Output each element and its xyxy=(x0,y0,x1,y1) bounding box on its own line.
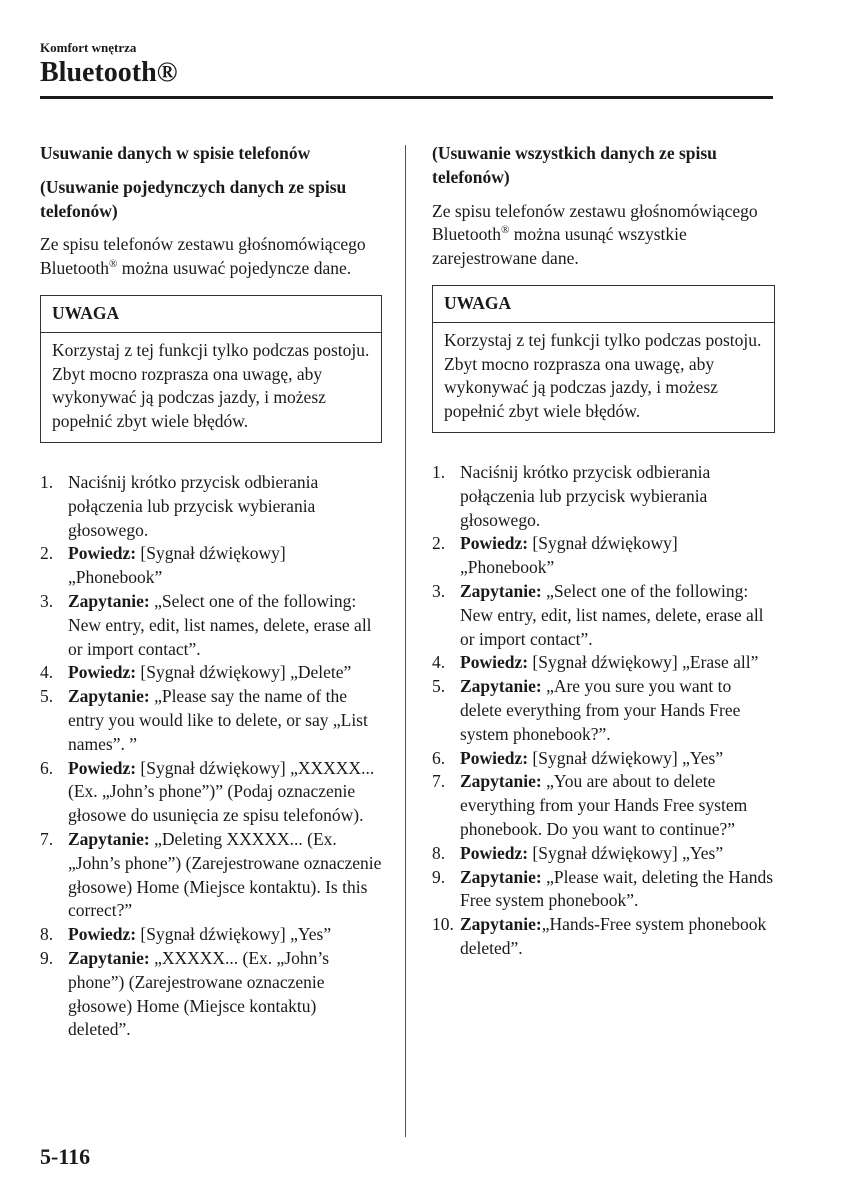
step-label: Powiedz: xyxy=(68,757,137,778)
step-label: Zapytanie: xyxy=(460,676,542,697)
step-number: 6. xyxy=(432,747,446,768)
step-body: [Sygnał dźwiękowy] „Erase all” xyxy=(528,652,759,673)
step-text xyxy=(68,947,382,1042)
left-intro-part-b: można usuwać pojedyncze dane. xyxy=(117,258,352,279)
column-divider xyxy=(405,145,406,1137)
list-item xyxy=(40,542,382,590)
step-body: „Hands-Free system phonebook deleted”. xyxy=(460,914,767,958)
step-body: [Sygnał dźwiękowy] „Phonebook” xyxy=(68,543,286,588)
step-body: Naciśnij krótko przycisk odbierania połączenia lub przycisk wybierania głosowego. xyxy=(460,461,711,530)
step-label: Powiedz: xyxy=(460,842,529,863)
right-intro-part-b: można usunąć wszystkie zarejestrowane dane. xyxy=(432,224,687,269)
step-body: Naciśnij krótko przycisk odbierania połączenia lub przycisk wybierania głosowego. xyxy=(68,471,319,540)
right-warning-title: UWAGA xyxy=(433,286,774,323)
step-number: 1. xyxy=(40,471,54,492)
step-body: „Please say the name of the entry you would like to delete, or say „List names”. ” xyxy=(68,686,368,754)
step-number: 8. xyxy=(40,924,54,945)
step-body: „Please wait, deleting the Hands Free system phonebook”. xyxy=(460,866,774,911)
list-item xyxy=(40,590,382,661)
step-body: „Are you sure you want to delete everything from your Hands Free system phonebook?”. xyxy=(460,676,741,744)
step-body: „XXXXX... (Ex. „John’s phone”) (Zarejestrowane oznaczenie głosowe) Home (Miejsce kontaktu) deleted”. xyxy=(68,947,330,1040)
left-steps-list xyxy=(40,471,382,1042)
step-label: Zapytanie: xyxy=(68,828,150,849)
step-label: Powiedz: xyxy=(460,747,529,768)
step-number: 4. xyxy=(432,652,446,673)
right-warning-box xyxy=(432,285,775,433)
step-label: Zapytanie: xyxy=(460,914,542,935)
step-number: 5. xyxy=(40,686,54,707)
step-body: [Sygnał dźwiękowy] „XXXXX... (Ex. „John’s phone”)” (Podaj oznaczenie głosowe do usunięcia ze spisu telefonów). xyxy=(68,757,375,826)
section-label: Komfort wnętrza xyxy=(40,40,137,55)
step-number: 2. xyxy=(40,543,54,564)
list-item xyxy=(432,842,775,866)
list-item xyxy=(40,757,382,828)
step-label: Powiedz: xyxy=(68,924,137,945)
left-intro xyxy=(40,233,382,281)
step-text xyxy=(460,651,775,675)
step-text xyxy=(68,923,382,947)
step-text xyxy=(460,580,775,651)
list-item xyxy=(432,770,775,841)
step-number: 7. xyxy=(40,828,54,849)
step-number: 10. xyxy=(432,914,454,935)
list-item xyxy=(432,913,775,961)
step-text xyxy=(460,747,775,771)
page-number: 5-116 xyxy=(40,1144,91,1169)
step-number: 9. xyxy=(40,947,54,968)
step-number: 3. xyxy=(432,580,446,601)
step-label: Powiedz: xyxy=(460,533,529,554)
title-divider xyxy=(40,96,773,99)
list-item xyxy=(40,947,382,1042)
step-number: 3. xyxy=(40,590,54,611)
list-item xyxy=(40,923,382,947)
left-intro-part-a: Ze spisu telefonów zestawu głośnomówiącego Bluetooth xyxy=(40,234,366,279)
step-text xyxy=(460,866,775,914)
step-body: „Deleting XXXXX... (Ex. „John’s phone”) (Zarejestrowane oznaczenie głosowe) Home (Miejsce kontaktu). Is this correct?” xyxy=(68,828,382,921)
step-label: Zapytanie: xyxy=(68,590,150,611)
right-heading: (Usuwanie wszystkich danych ze spisu telefonów) xyxy=(432,143,717,187)
step-label: Powiedz: xyxy=(460,652,529,673)
step-text xyxy=(460,461,775,532)
right-intro xyxy=(432,200,775,271)
step-number: 6. xyxy=(40,757,54,778)
list-item xyxy=(432,580,775,651)
step-label: Zapytanie: xyxy=(460,866,542,887)
step-label: Zapytanie: xyxy=(460,580,542,601)
right-intro-part-a: Ze spisu telefonów zestawu głośnomówiącego Bluetooth xyxy=(432,200,758,245)
step-label: Zapytanie: xyxy=(68,947,150,968)
step-number: 2. xyxy=(432,533,446,554)
left-warning-title: UWAGA xyxy=(41,296,381,333)
step-body: „You are about to delete everything from your Hands Free system phonebook. Do you want to continue?” xyxy=(460,771,748,839)
list-item xyxy=(40,471,382,542)
step-text xyxy=(460,532,775,580)
step-text xyxy=(68,471,382,542)
right-column xyxy=(432,142,775,961)
step-body: „Select one of the following: New entry, edit, list names, delete, erase all or import contact”. xyxy=(460,580,764,649)
step-text xyxy=(68,828,382,923)
left-warning-box xyxy=(40,295,382,443)
list-item xyxy=(432,747,775,771)
left-subheading: (Usuwanie pojedynczych danych ze spisu telefonów) xyxy=(40,176,347,221)
step-number: 8. xyxy=(432,842,446,863)
step-text xyxy=(460,842,775,866)
step-text xyxy=(68,757,382,828)
step-text xyxy=(68,685,382,756)
step-body: „Select one of the following: New entry, edit, list names, delete, erase all or import contact”. xyxy=(68,590,372,659)
step-number: 9. xyxy=(432,866,446,887)
step-number: 4. xyxy=(40,662,54,683)
step-number: 1. xyxy=(432,461,446,482)
step-text xyxy=(68,542,382,590)
list-item xyxy=(432,532,775,580)
step-text xyxy=(460,770,775,841)
page-title: Bluetooth® xyxy=(40,57,178,88)
step-body: [Sygnał dźwiękowy] „Delete” xyxy=(136,662,352,683)
list-item xyxy=(40,685,382,756)
step-body: [Sygnał dźwiękowy] „Yes” xyxy=(528,842,724,863)
step-body: [Sygnał dźwiękowy] „Yes” xyxy=(136,924,332,945)
list-item xyxy=(432,675,775,746)
list-item xyxy=(432,461,775,532)
right-intro-sup: ® xyxy=(501,224,510,237)
right-warning-text: Korzystaj z tej funkcji tylko podczas postoju. Zbyt mocno rozprasza ona uwagę, aby wykonywać ją podczas jazdy, i możesz popełnić zbyt wiele błędów. xyxy=(444,329,762,422)
step-text xyxy=(460,675,775,746)
list-item xyxy=(40,661,382,685)
right-steps-list xyxy=(432,461,775,961)
list-item xyxy=(40,828,382,923)
step-label: Zapytanie: xyxy=(460,771,542,792)
step-body: [Sygnał dźwiękowy] „Phonebook” xyxy=(460,533,678,578)
step-body: [Sygnał dźwiękowy] „Yes” xyxy=(528,747,724,768)
step-text xyxy=(68,590,382,661)
left-heading: Usuwanie danych w spisie telefonów xyxy=(40,143,311,163)
step-label: Powiedz: xyxy=(68,543,137,564)
left-column xyxy=(40,142,382,1042)
step-label: Powiedz: xyxy=(68,662,137,683)
list-item xyxy=(432,651,775,675)
step-text xyxy=(460,913,775,961)
list-item xyxy=(432,866,775,914)
step-text xyxy=(68,661,382,685)
step-number: 7. xyxy=(432,771,446,792)
step-number: 5. xyxy=(432,676,446,697)
left-intro-sup: ® xyxy=(109,258,118,271)
left-warning-text: Korzystaj z tej funkcji tylko podczas postoju. Zbyt mocno rozprasza ona uwagę, aby wykonywać ją podczas jazdy, i możesz popełnić zbyt wiele błędów. xyxy=(52,339,370,432)
step-label: Zapytanie: xyxy=(68,686,150,707)
